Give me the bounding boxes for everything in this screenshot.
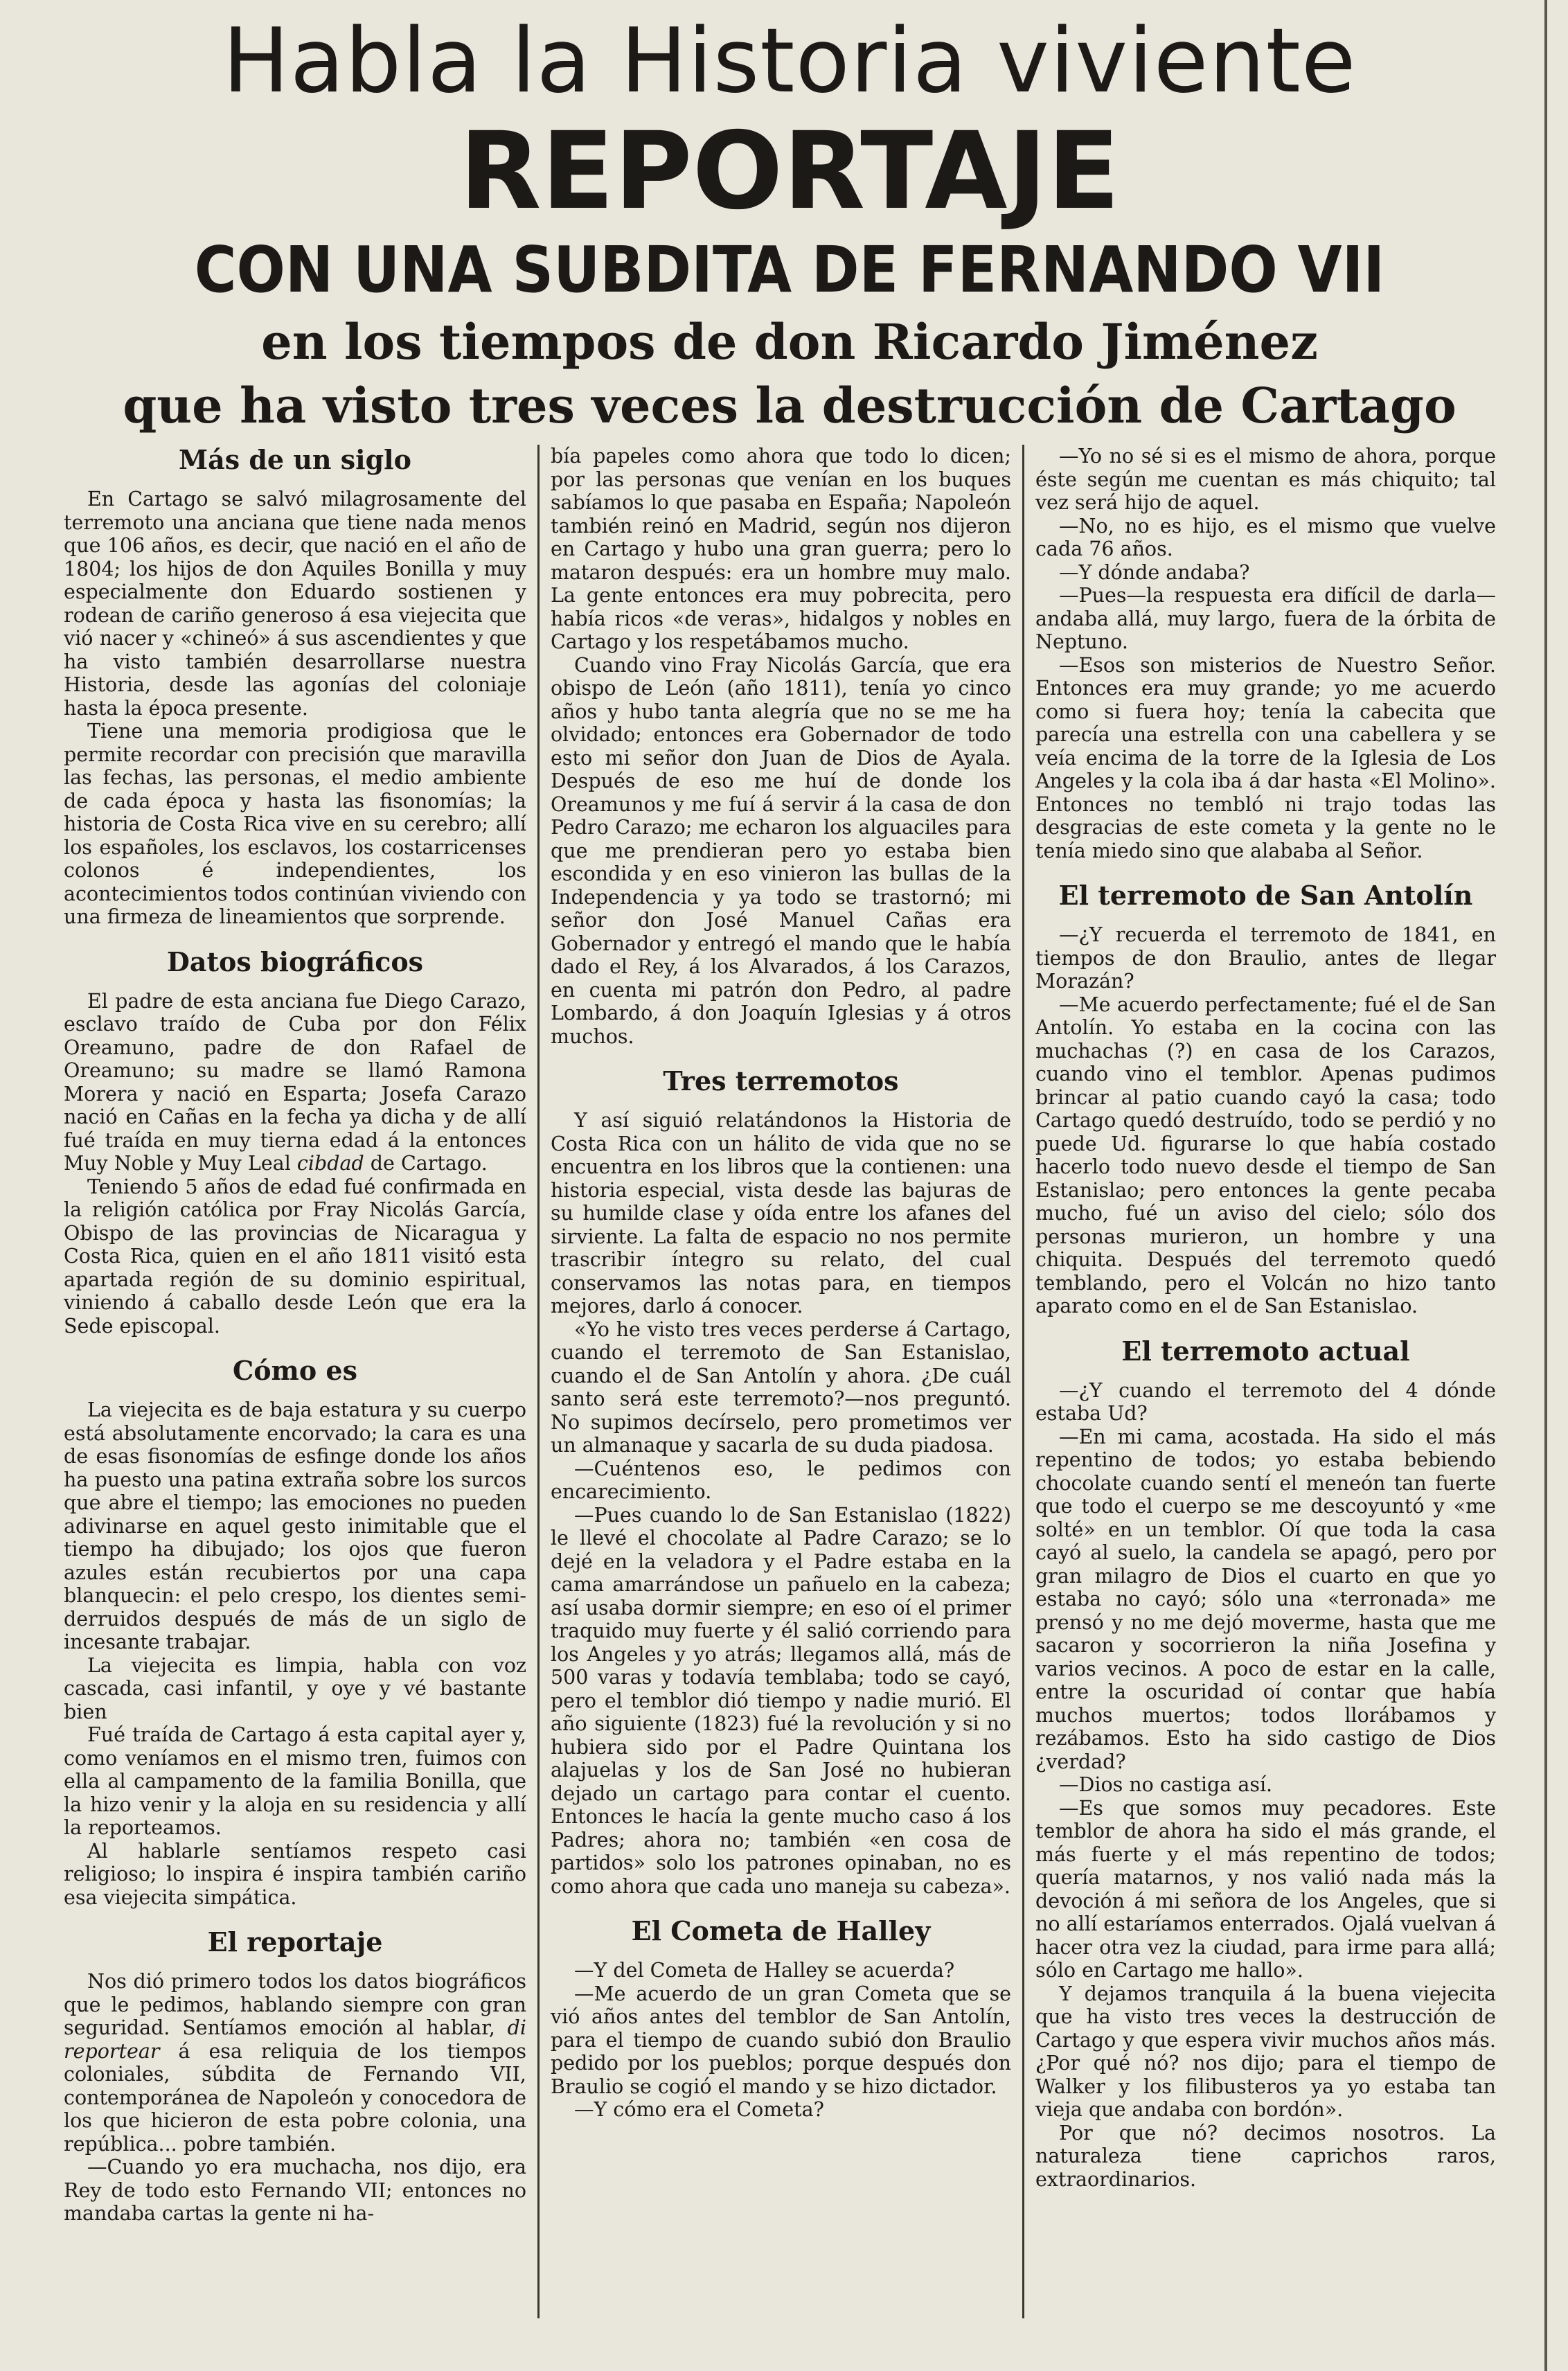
headline-line-5: que ha visto tres veces la destrucción de Cartago bbox=[123, 377, 1456, 434]
subheading-cometa-halley: El Cometa de Halley bbox=[631, 1915, 931, 1946]
paragraph: En Cartago se salvó milagrosamente del terremoto una anciana que tiene nada menos que 106 años, es decir, que nació en el año de 1804; los hijos de don Aquiles Bonilla y muy especialmente don Eduardo sostienen y rodean de cariño generoso á esa viejecita que vió nacer y «chineó» á sus ascendientes y que ha visto también desarrollarse nuestra Historia, desde las agonías del coloniaje hasta la época presente. bbox=[64, 488, 526, 720]
paragraph-text: de Cartago. bbox=[370, 1152, 488, 1175]
italic-word: di reportear bbox=[64, 2016, 527, 2063]
paragraph bbox=[64, 990, 526, 1175]
subheading-terremoto-actual: El terremoto actual bbox=[1121, 1335, 1410, 1367]
paragraph: —Me acuerdo de un gran Cometa que se vió años antes del temblor de San Antolín, para el tiempo de cuando subió don Braulio pedido por los pueblos; porque después don Braulio se cogió el mando y se hizo dictador. bbox=[551, 1982, 1011, 2098]
paragraph: Cuando vino Fray Nicolás García, que era obispo de León (año 1811), tenía yo cinco años y hubo tanta alegría que no se me ha olvidado; entonces era Gobernador de todo esto mi señor don Juan de Dios de Ayala. Después de eso me huí de donde los Oreamunos y me fuí á servir á la casa de don Pedro Carazo; me echaron los alguaciles para que me prendieran pero yo estaba bien escondida y en eso vinieron las bullas de la Independencia y ya todo se trastornó; mi señor don José Manuel Cañas era Gobernador y entregó el mando que le había dado el Rey, á los Alvarados, á los Carazos, en cuenta mi patrón don Pedro, al padre Lombardo, á don Joaquín Iglesias y á otros muchos. bbox=[551, 653, 1011, 1048]
page-edge-rule bbox=[1544, 0, 1547, 2371]
paragraph: —Es que somos muy pecadores. Este temblor de ahora ha sido el más grande, el más fuerte y el más repentino de todos; quería matarnos, y nos valió nada más la devoción á mi señora de los Angeles, que si no allí estaríamos enterrados. Ojalá vuelvan á hacer otra vez la ciudad, para irme para allá; sólo en Cartago me hallo». bbox=[1035, 1796, 1496, 1982]
paragraph: —Esos son misterios de Nuestro Señor. Entonces era muy grande; yo me acuerdo como si fuera hoy; tenía la cabecita que parecía una estrella con una cabellera y se veía encima de la torre de la Iglesia de Los Angeles y la cola iba á dar hasta «El Molino». Entonces no tembló ni trajo todas las desgracias de este cometa y la gente no le tenía miedo sino que alababa al Señor. bbox=[1035, 653, 1496, 862]
paragraph: —Dios no castiga así. bbox=[1059, 1773, 1273, 1796]
paragraph: —Pues—la respuesta era difícil de darla—andaba allá, muy largo, fuera de la órbita de Neptuno. bbox=[1035, 584, 1496, 653]
paragraph: —No, no es hijo, es el mismo que vuelve cada 76 años. bbox=[1035, 514, 1496, 560]
paragraph: —Y del Cometa de Halley se acuerda? bbox=[574, 1959, 955, 1982]
headline-line-2: REPORTAJE bbox=[458, 109, 1120, 233]
paragraph bbox=[64, 1970, 526, 2156]
paragraph: —¿Y recuerda el terremoto de 1841, en tiempos de don Braulio, antes de llegar Morazán? bbox=[1035, 923, 1496, 993]
paragraph: Tiene una memoria prodigiosa que le permite recordar con precisión que maravilla las fechas, las personas, el medio ambiente de cada época y hasta las fisonomías; la historia de Costa Rica vive en su cerebro; allí los españoles, los esclavos, los costarricenses colonos é independientes, los acontecimientos todos continúan viviendo con una firmeza de lineamientos que sorprende. bbox=[64, 720, 526, 928]
column-3 bbox=[1022, 445, 1507, 2318]
paragraph-text: El padre de esta anciana fue Diego Carazo, esclavo traído de Cuba por don Félix Oreamuno, padre de don Rafael de Oreamuno; su madre se llamó Ramona Morera y nació en Esparta; Josefa Carazo nació en Cañas en la fecha ya dicha y de allí fué traída en muy tierna edad á la entonces Muy Noble y Muy Leal bbox=[64, 989, 526, 1175]
paragraph: —Y cómo era el Cometa? bbox=[574, 2098, 824, 2121]
subheading-como-es: Cómo es bbox=[233, 1355, 357, 1386]
subheading-el-reportaje: El reportaje bbox=[207, 1926, 383, 1957]
paragraph: Y dejamos tranquila á la buena viejecita que ha visto tres veces la destrucción de Cartago y que espera vivir muchos años más. ¿Por qué nó? nos dijo; para el tiempo de Walker y los filibusteros ya yo estaba tan vieja que andaba con bordón». bbox=[1035, 1982, 1496, 2121]
paragraph: —¿Y cuando el terremoto del 4 dónde estaba Ud? bbox=[1035, 1378, 1496, 1425]
headline-line-3: CON UNA SUBDITA DE FERNANDO VII bbox=[194, 233, 1385, 307]
paragraph-text: á esa reliquia de los tiempos coloniales, súbdita de Fernando VII, contemporánea de Napoleón y conocedora de los que hicieron de esta pobre colonia, una república... pobre también. bbox=[64, 2039, 526, 2156]
paragraph: —Yo no sé si es el mismo de ahora, porque éste según me cuentan es más chiquito; tal vez será hijo de aquel. bbox=[1035, 445, 1496, 514]
subheading-mas-de-un-siglo: Más de un siglo bbox=[179, 445, 411, 475]
paragraph: Teniendo 5 años de edad fué confirmada en la religión católica por Fray Nicolás García, Obispo de las provincias de Nicaragua y Costa Rica, quien en el año 1811 visitó esta apartada región de su dominio espiritual, viniendo á caballo desde León que era la Sede episcopal. bbox=[64, 1175, 526, 1338]
subheading-tres-terremotos: Tres terremotos bbox=[663, 1065, 899, 1096]
paragraph: —Cuéntenos eso, le pedimos con encarecimiento. bbox=[551, 1457, 1011, 1503]
article-columns bbox=[53, 445, 1526, 2318]
paragraph-text: Nos dió primero todos los datos biográficos que le pedimos, hablando siempre con gran seguridad. Sentíamos emoción al hablar, bbox=[64, 1970, 526, 2039]
paragraph: Fué traída de Cartago á esta capital ayer y, como veníamos en el mismo tren, fuimos con ella al campamento de la familia Bonilla, que la hizo venir y la aloja en su residencia y allí la reporteamos. bbox=[64, 1723, 526, 1839]
paragraph: —En mi cama, acostada. Ha sido el más repentino de todos; yo estaba bebiendo chocolate cuando sentí el meneón tan fuerte que todo el cuerpo se me descoyuntó y «me solté» en un temblor. Oí que toda la casa cayó al suelo, la candela se apagó, pero por gran milagro de Dios el cuarto en que yo estaba no cayó; sólo una «terronada» me prensó y no me dejó moverme, hasta que me sacaron y socorrieron la niña Josefina y varios vecinos. A poco de estar en la calle, entre la oscuridad oí contar que había muchos muertos; todos llorábamos y rezábamos. Esto ha sido castigo de Dios ¿verdad? bbox=[1035, 1425, 1496, 1773]
paragraph: —Me acuerdo perfectamente; fué el de San Antolín. Yo estaba en la cocina con las muchachas (?) en casa de los Carazos, cuando vino el temblor. Apenas pudimos brincar al patio cuando cayó la casa; todo Cartago quedó destruído, todo se perdió y no puede Ud. figurarse lo que había costado hacerlo todo nuevo desde el tiempo de San Estanislao; pero entonces la gente pecaba mucho, fué un aviso del cielo; sólo dos personas murieron, un hombre y una chiquita. Después del terremoto quedó temblando, pero el Volcán no hizo tanto aparato como en el de San Estanislao. bbox=[1035, 993, 1496, 1317]
headline-line-4: en los tiempos de don Ricardo Jiménez bbox=[261, 313, 1318, 371]
paragraph: «Yo he visto tres veces perderse á Cartago, cuando el terremoto de San Estanislao, cuando el de San Antolín y ahora. ¿De cuál santo será este terremoto?—nos preguntó. No supimos decírselo, pero prometimos ver un almanaque y sacarla de su duda piadosa. bbox=[551, 1317, 1011, 1457]
paragraph: —Y dónde andaba? bbox=[1059, 560, 1250, 584]
headline-line-1: Habla la Historia viviente bbox=[222, 10, 1357, 113]
paragraph: Al hablarle sentíamos respeto casi religioso; lo inspira é inspira también cariño esa viejecita simpática. bbox=[64, 1839, 526, 1909]
paragraph: La viejecita es de baja estatura y su cuerpo está absolutamente encorvado; la cara es una de esas fisonomías de esfinge donde los años ha puesto una patina extraña sobre los surcos que abre el tiempo; las emociones no pueden adivinarse en aquel gesto inimitable que el tiempo ha dibujado; los ojos que fueron azules están recubiertos por una capa blanquecin: el pelo crespo, los dientes semi-derruidos después de más de un siglo de incesante trabajar. bbox=[64, 1398, 526, 1653]
subheading-datos-biograficos: Datos biográficos bbox=[166, 945, 424, 977]
paragraph: —Pues cuando lo de San Estanislao (1822) le llevé el chocolate al Padre Carazo; se lo dejé en la veladora y el Padre estaba en la cama amarrándose un pañuelo en la cabeza; así usaba dormir siempre; en eso oí el primer traquido muy fuerte y él salió corriendo para los Angeles y yo atrás; llegamos allá, más de 500 varas y todavía temblaba; todo se cayó, pero el temblor dió tiempo y nadie murió. El año siguiente (1823) fué la revolución y si no hubiera sido por el Padre Quintana los alajuelas y los de San José no hubieran dejado un cartago para contar el cuento. Entonces le hacía la gente mucho caso á los Padres; ahora no; también «en cosa de partidos» solo los patrones opinaban, no es como ahora que cada uno maneja su cabeza». bbox=[551, 1503, 1011, 1898]
paragraph: bía papeles como ahora que todo lo dicen; por las personas que venían en los buques sabíamos lo que pasaba en España; Napoleón también reinó en Madrid, según nos dijeron en Cartago y hubo una gran guerra; pero lo mataron después: era un hombre muy malo. La gente entonces era muy pobrecita, pero había ricos «de veras», hidalgos y nobles en Cartago y los respetábamos mucho. bbox=[551, 445, 1011, 653]
subheading-san-antolin: El terremoto de San Antolín bbox=[1058, 880, 1473, 911]
italic-word: cibdad bbox=[296, 1152, 364, 1175]
column-2 bbox=[537, 445, 1022, 2318]
paragraph: La viejecita es limpia, habla con voz cascada, casi infantil, y oye y vé bastante bien bbox=[64, 1653, 526, 1723]
column-1 bbox=[53, 445, 537, 2318]
paragraph: Por que nó? decimos nosotros. La naturaleza tiene caprichos raros, extraordinarios. bbox=[1035, 2121, 1496, 2191]
paragraph: Y así siguió relatándonos la Historia de Costa Rica con un hálito de vida que no se encuentra en los libros que la contienen: una historia especial, vista desde las bajuras de su humilde clase y oída entre los afanes del sirviente. La falta de espacio no nos permite trascribir íntegro su relato, del cual conservamos las notas para, en tiempos mejores, darlo á conocer. bbox=[551, 1109, 1011, 1317]
paragraph: —Cuando yo era muchacha, nos dijo, era Rey de todo esto Fernando VII; entonces no mandaba cartas la gente ni ha- bbox=[64, 2156, 526, 2225]
headline-block bbox=[53, 10, 1526, 438]
